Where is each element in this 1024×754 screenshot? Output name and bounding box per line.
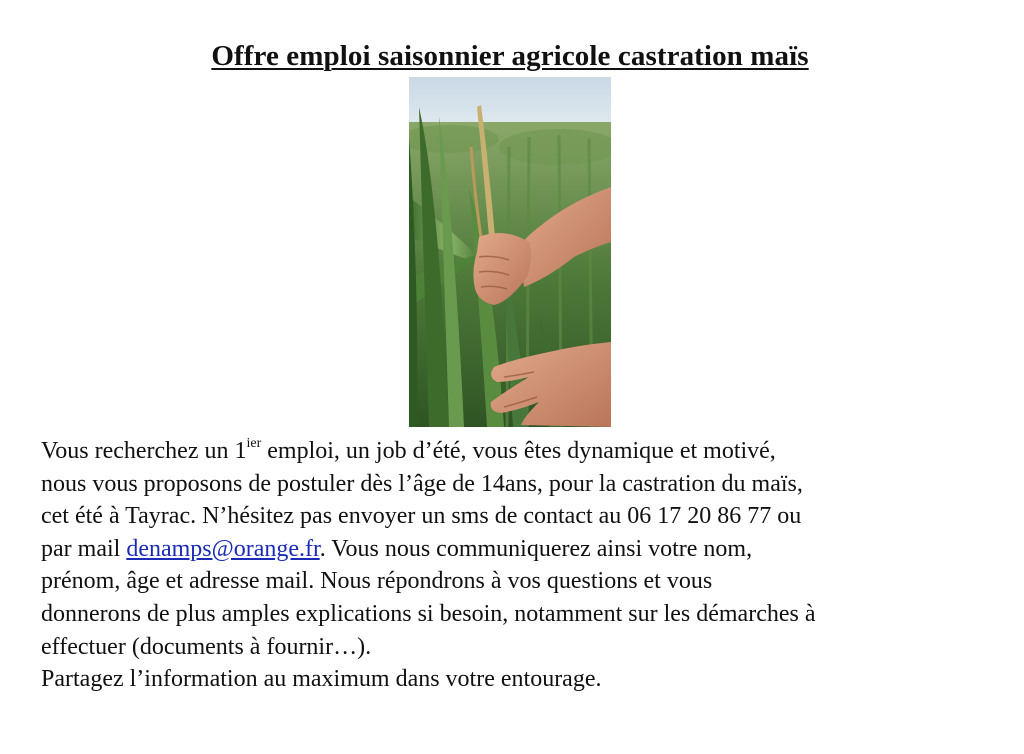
paragraph-line: donnerons de plus amples explications si besoin, notamment sur les démarches à (41, 600, 816, 627)
paragraph-line: Partagez l’information au maximum dans votre entourage. (41, 666, 602, 693)
text-segment: par mail (41, 535, 127, 562)
paragraph-line: nous vous proposons de postuler dès l’âge de 14ans, pour la castration du maïs, (41, 470, 803, 497)
text-segment: Vous recherchez un 1 (41, 438, 247, 464)
text-segment: . Vous nous communiquerez ainsi votre nom, (319, 535, 753, 562)
offer-paragraph (41, 435, 991, 696)
paragraph-line: cet été à Tayrac. N’hésitez pas envoyer un sms de contact au 06 17 20 86 77 ou (41, 503, 802, 530)
page-title: Offre emploi saisonnier agricole castration maïs (211, 40, 809, 72)
paragraph-line (41, 533, 991, 566)
paragraph-line (41, 435, 991, 468)
ordinal-superscript: ier (246, 436, 262, 451)
corn-castration-photo (409, 77, 611, 427)
paragraph-line: effectuer (documents à fournir…). (41, 633, 372, 660)
email-link[interactable]: denamps@orange.fr (126, 535, 320, 562)
text-segment: emploi, un job d’été, vous êtes dynamique et motivé, (261, 438, 776, 464)
paragraph-line: prénom, âge et adresse mail. Nous répondrons à vos questions et vous (41, 568, 713, 595)
